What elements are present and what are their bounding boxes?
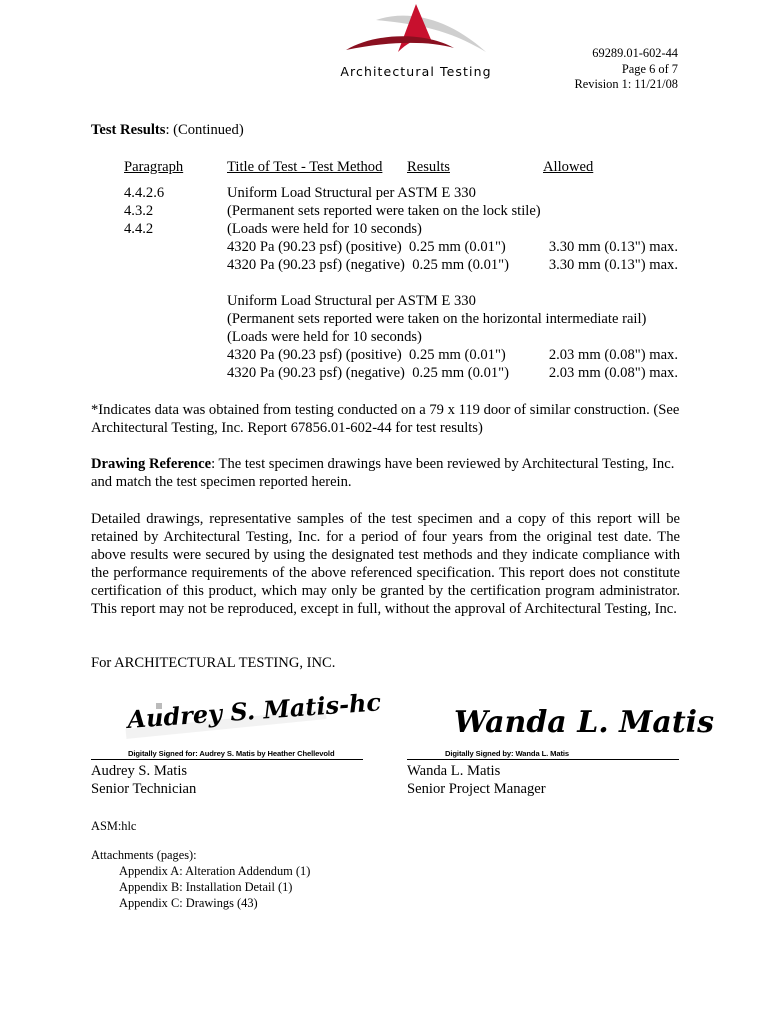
load-value: 4320 Pa (90.23 psf) (positive): [227, 239, 402, 255]
document-meta: [575, 46, 679, 93]
wanda-matis-signature: [452, 692, 714, 744]
signature-line: [407, 759, 679, 760]
signature-caption: Digitally Signed by: Wanda L. Matis: [445, 749, 570, 758]
result-row: [227, 346, 506, 364]
load-value: 4320 Pa (90.23 psf) (negative): [227, 257, 405, 273]
header-allowed: Allowed: [543, 159, 594, 175]
section-heading: [91, 121, 244, 139]
signer-title: Senior Project Manager: [407, 781, 546, 797]
header-title: Title of Test - Test Method: [227, 159, 383, 175]
drawing-reference: [91, 455, 680, 491]
audrey-matis-signature: [126, 687, 382, 742]
revision: Revision 1: 11/21/08: [574, 77, 678, 91]
signature-caption: Digitally Signed for: Audrey S. Matis by Heather Chellevold: [128, 749, 335, 758]
result-value: 0.25 mm (0.01"): [409, 239, 506, 255]
test-title-line: Uniform Load Structural per ASTM E 330: [227, 185, 476, 201]
allowed-value: 3.30 mm (0.13") max.: [548, 239, 678, 255]
header-results: Results: [407, 159, 450, 175]
attachment-item: Appendix C: Drawings (43): [119, 896, 258, 910]
wanda-signature-script: Wanda L. Matis: [454, 705, 714, 740]
section-suffix: : (Continued): [165, 122, 244, 138]
allowed-value: 2.03 mm (0.08") max.: [548, 347, 678, 363]
drawing-reference-label: Drawing Reference: [91, 456, 212, 472]
signature-line: [91, 759, 363, 760]
signer-title: Senior Technician: [91, 781, 197, 797]
load-value: 4320 Pa (90.23 psf) (positive): [227, 347, 402, 363]
result-row: [227, 256, 509, 274]
paragraph-number: 4.4.2: [124, 221, 154, 237]
paragraph-number: 4.4.2.6: [124, 185, 165, 201]
result-row: [227, 238, 506, 256]
attachment-item: Appendix B: Installation Detail (1): [119, 880, 293, 894]
initials: ASM:hlc: [91, 819, 137, 833]
attachments-heading: Attachments (pages):: [91, 848, 197, 862]
test-note-line: (Loads were held for 10 seconds): [227, 221, 422, 237]
drawing-reference-text: : The test specimen drawings have been reviewed by Architectural Testing, Inc. and match the test specimen reported herein.: [91, 456, 675, 490]
allowed-value: 2.03 mm (0.08") max.: [548, 365, 678, 381]
page-info: Page 6 of 7: [621, 61, 678, 76]
load-value: 4320 Pa (90.23 psf) (negative): [227, 365, 405, 381]
footnote: *Indicates data was obtained from testing conducted on a 79 x 119 door of similar construction. (See Architectural Testing, Inc. Report 67856.01-602-44 for test results): [91, 402, 680, 436]
report-number: 69289.01-602-44: [592, 46, 678, 60]
for-company-line: For ARCHITECTURAL TESTING, INC.: [91, 655, 336, 671]
result-value: 0.25 mm (0.01"): [412, 365, 509, 381]
allowed-value: 3.30 mm (0.13") max.: [548, 257, 678, 273]
attachment-item: Appendix A: Alteration Addendum (1): [119, 864, 311, 878]
result-value: 0.25 mm (0.01"): [412, 257, 509, 273]
retention-paragraph: Detailed drawings, representative samples of the test specimen and a copy of this report will be retained by Architectural Testing, Inc. for a period of four years from the original test date. The above results were secured by using the designated test methods and they indicate compliance with the performance requirements of the above referenced specification. This report does not constitute certification of this product, which may only be granted by the certification program administrator. This report may not be reproduced, except in full, without the approval of Architectural Testing, Inc.: [91, 511, 680, 617]
test-title-line: Uniform Load Structural per ASTM E 330: [227, 293, 476, 309]
audrey-signature-script: Audrey S. Matis-hc: [126, 687, 382, 734]
signer-name: Audrey S. Matis: [91, 763, 188, 779]
company-name: Architectural Testing: [340, 64, 492, 79]
test-note-line: (Permanent sets reported were taken on the horizontal intermediate rail): [227, 311, 647, 327]
header-paragraph: Paragraph: [124, 159, 184, 175]
signer-name: Wanda L. Matis: [407, 763, 501, 779]
section-label: Test Results: [91, 122, 166, 138]
paragraph-number: 4.3.2: [124, 203, 154, 219]
result-row: [227, 364, 509, 382]
test-note-line: (Loads were held for 10 seconds): [227, 329, 422, 345]
test-note-line: (Permanent sets reported were taken on the lock stile): [227, 203, 541, 219]
result-value: 0.25 mm (0.01"): [409, 347, 506, 363]
